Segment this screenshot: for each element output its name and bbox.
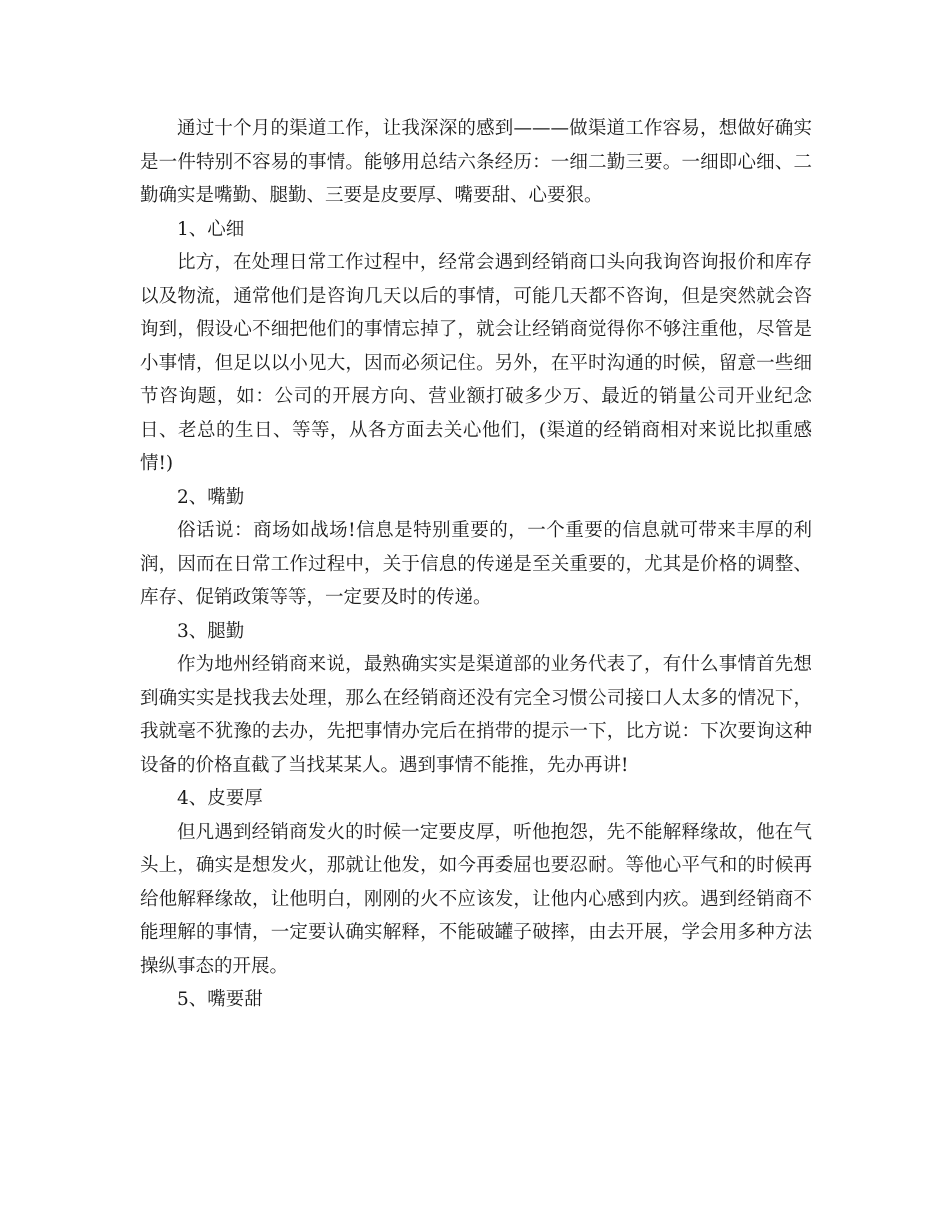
section-heading-5: 5、嘴要甜 (177, 989, 263, 1010)
document-body (140, 112, 812, 1017)
section-paragraph-3: 作为地州经销商来说，最熟确实实是渠道部的业务代表了，有什么事情首先想到确实实是找我去处理，那么在经销商还没有完全习惯公司接口人太多的情况下，我就毫不犹豫的去办，先把事情办完后在捎带的提示一下，比方说：下次要询这种设备的价格直截了当找某某人。遇到事情不能推，先办再讲! (140, 654, 812, 776)
section-paragraph-4: 但凡遇到经销商发火的时候一定要皮厚，听他抱怨，先不能解释缘故，他在气头上，确实是想发火，那就让他发，如今再委屈也要忍耐。等他心平气和的时候再给他解释缘故，让他明白，刚刚的火不应该发，让他内心感到内疚。遇到经销商不能理解的事情，一定要认确实解释，不能破罐子破摔，由去开展，学会用多种方法操纵事态的开展。 (140, 821, 812, 977)
section-heading-2: 2、嘴勤 (177, 486, 245, 508)
section-heading-3: 3、腿勤 (177, 620, 245, 642)
section-heading-1: 1、心细 (177, 218, 245, 240)
intro-paragraph: 通过十个月的渠道工作，让我深深的感到———做渠道工作容易，想做好确实是一件特别不容易的事情。能够用总结六条经历：一细二勤三要。一细即心细、二勤确实是嘴勤、腿勤、三要是皮要厚、嘴要甜、心要狠。 (140, 118, 812, 206)
section-paragraph-1: 比方，在处理日常工作过程中，经常会遇到经销商口头向我询咨询报价和库存以及物流，通常他们是咨询几天以后的事情，可能几天都不咨询，但是突然就会咨询到，假设心不细把他们的事情忘掉了，就会让经销商觉得你不够注重他，尽管是小事情，但足以以小见大，因而必须记住。另外，在平时沟通的时候，留意一些细节咨询题，如：公司的开展方向、营业额打破多少万、最近的销量公司开业纪念日、老总的生日、等等，从各方面去关心他们，(渠道的经销商相对来说比拟重感情!) (140, 252, 812, 474)
section-heading-4: 4、皮要厚 (177, 788, 263, 809)
section-paragraph-2: 俗话说：商场如战场!信息是特别重要的，一个重要的信息就可带来丰厚的利润，因而在日常工作过程中，关于信息的传递是至关重要的，尤其是价格的调整、库存、促销政策等等，一定要及时的传递。 (140, 520, 812, 608)
